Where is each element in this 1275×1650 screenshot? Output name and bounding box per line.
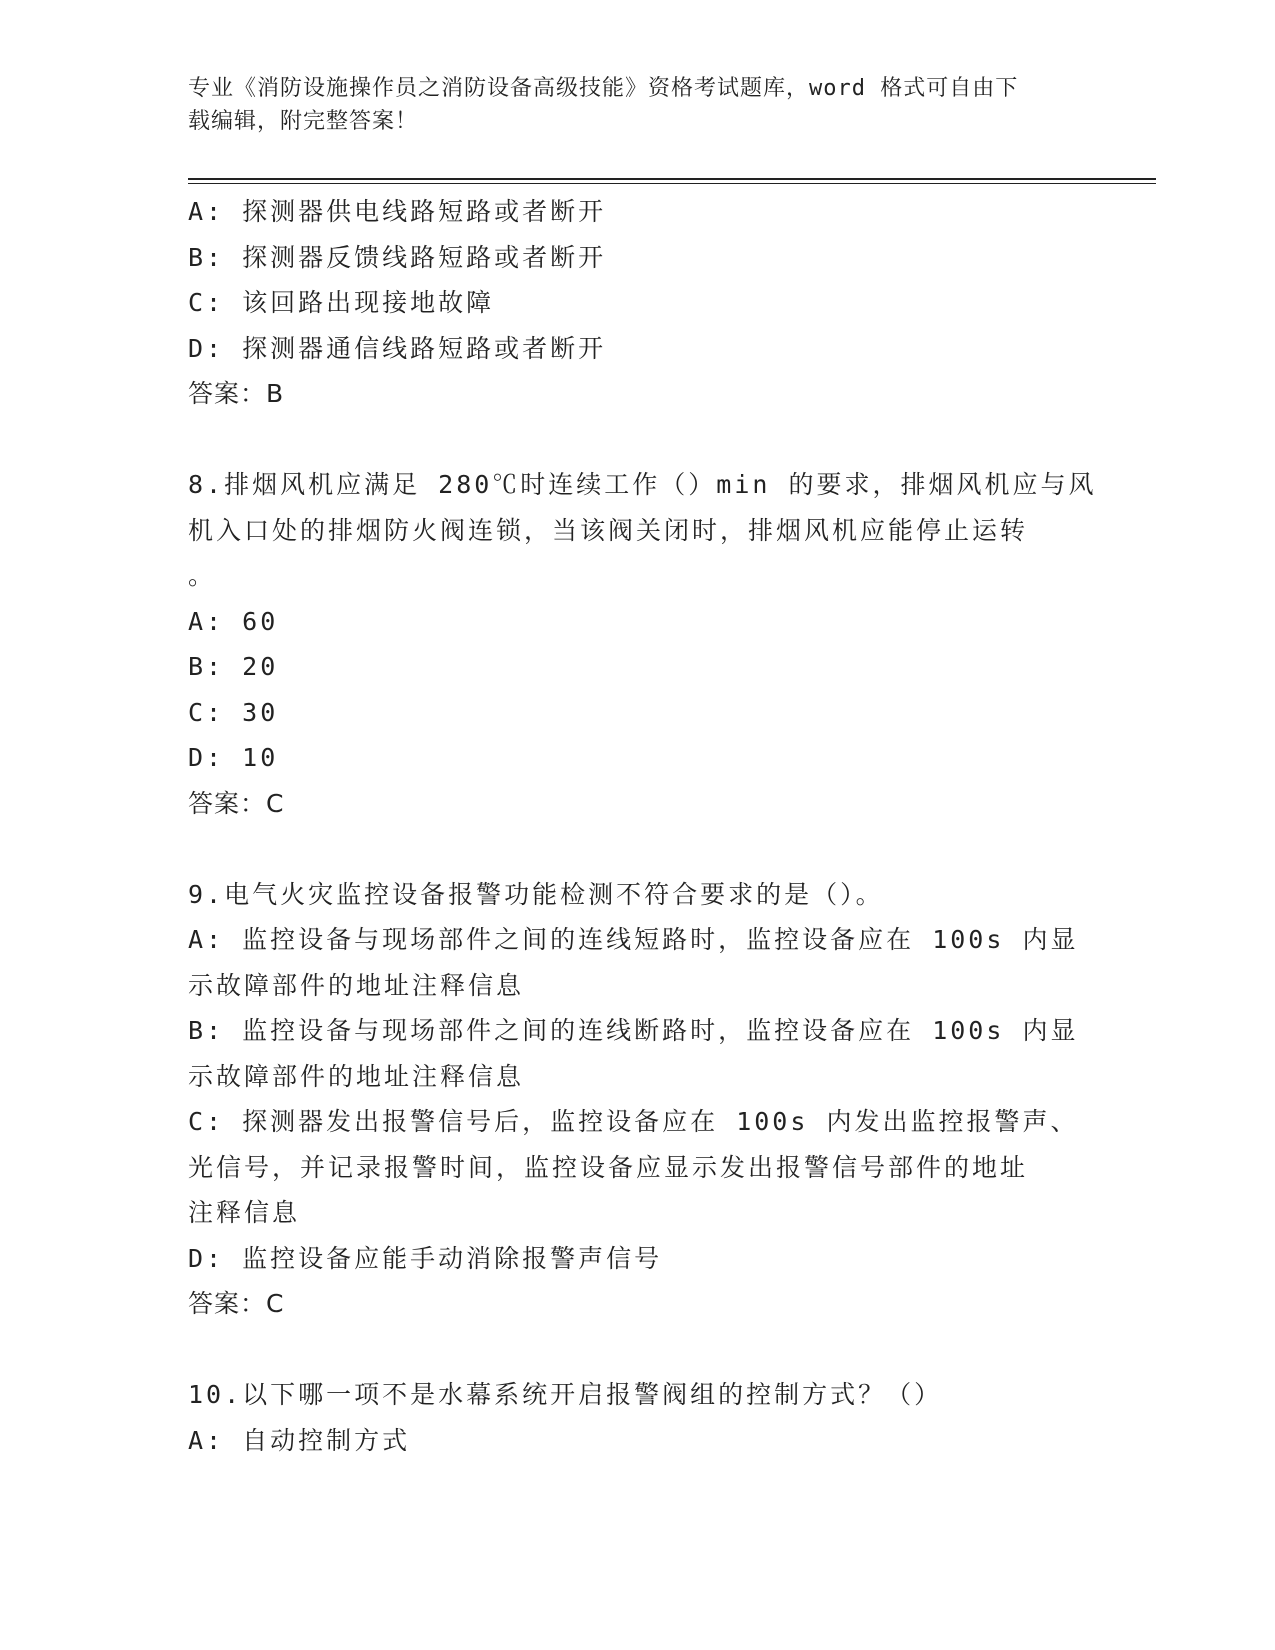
option-a-line-1: A: 监控设备与现场部件之间的连线短路时，监控设备应在 100s 内显	[188, 925, 1079, 954]
option-a: A: 探测器供电线路短路或者断开	[188, 197, 607, 226]
document-header	[188, 72, 1088, 138]
question-stem-line-2: 机入口处的排烟防火阀连锁，当该阀关闭时，排烟风机应能停止运转	[188, 515, 1029, 545]
answer: 答案：C	[188, 788, 285, 818]
header-line-1: 专业《消防设施操作员之消防设备高级技能》资格考试题库，word 格式可自由下	[188, 76, 1019, 101]
question-10	[188, 1372, 1088, 1463]
option-c-line-1: C: 探测器发出报警信号后，监控设备应在 100s 内发出监控报警声、	[188, 1107, 1079, 1136]
option-d: D: 监控设备应能手动消除报警声信号	[188, 1243, 663, 1273]
option-c-line-3: 注释信息	[188, 1198, 301, 1227]
question-list	[188, 189, 1097, 1463]
answer: 答案：B	[188, 379, 285, 408]
option-b: B: 探测器反馈线路短路或者断开	[188, 242, 607, 272]
option-c-line-2: 光信号，并记录报警时间，监控设备应显示发出报警信号部件的地址	[188, 1152, 1029, 1182]
question-stem: 10.以下哪一项不是水幕系统开启报警阀组的控制方式？（）	[188, 1380, 943, 1409]
option-c: C: 30	[188, 697, 279, 727]
question-9	[188, 872, 1088, 1327]
header-line-2: 载编辑，附完整答案！	[188, 109, 419, 134]
question-stem-line-1: 8.排烟风机应满足 280℃时连续工作（）min 的要求，排烟风机应与风	[188, 470, 1097, 499]
spacer	[188, 826, 1088, 872]
question-stem: 9.电气火灾监控设备报警功能检测不符合要求的是（）。	[188, 879, 884, 909]
option-d: D: 探测器通信线路短路或者断开	[188, 333, 607, 363]
answer: 答案：C	[188, 1289, 285, 1318]
question-7	[188, 189, 1088, 417]
option-b: B: 20	[188, 652, 279, 681]
option-a-line-2: 示故障部件的地址注释信息	[188, 970, 525, 1000]
header-divider-thick	[188, 178, 1156, 180]
option-a: A: 60	[188, 606, 279, 636]
question-8	[188, 462, 1097, 826]
option-a: A: 自动控制方式	[188, 1425, 411, 1455]
header-divider-thin	[188, 183, 1156, 184]
option-c: C: 该回路出现接地故障	[188, 288, 495, 317]
question-stem-line-3: 。	[188, 561, 217, 590]
option-d: D: 10	[188, 743, 279, 772]
option-b-line-2: 示故障部件的地址注释信息	[188, 1061, 525, 1091]
spacer	[188, 417, 1088, 463]
spacer	[188, 1327, 1088, 1373]
option-b-line-1: B: 监控设备与现场部件之间的连线断路时，监控设备应在 100s 内显	[188, 1016, 1079, 1045]
